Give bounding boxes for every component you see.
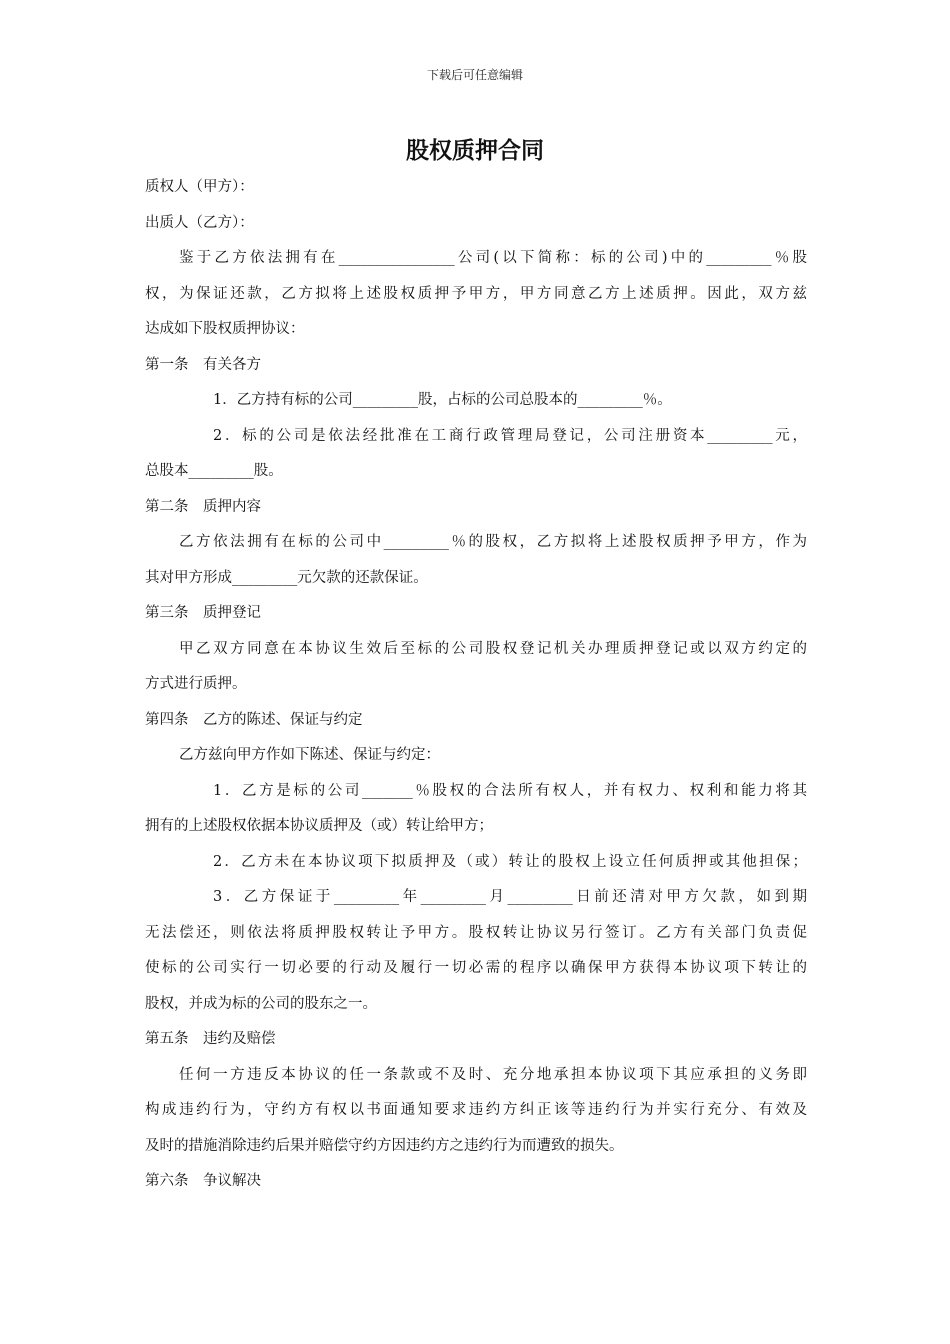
clause-line: 方式进行质押。 [145, 676, 247, 692]
clause-line: 股权，并成为标的公司的股东之一。 [145, 995, 377, 1012]
clause-line: 拥有的上述股权依据本协议质押及（或）转让给甲方； [145, 818, 493, 834]
clause-line: 2．标的公司是依法经批准在工商行政管理局登记，公司注册资本_________元， [213, 427, 807, 444]
clause-line: 2．乙方未在本协议项下拟质押及（或）转让的股权上设立任何质押或其他担保； [213, 853, 807, 870]
clause-line: 使标的公司实行一切必要的行动及履行一切必需的程序以确保甲方获得本协议项下转让的 [145, 960, 807, 976]
page-header: 下载后可任意编辑 [426, 68, 523, 82]
pledgee-line: 质权人（甲方）： [145, 179, 254, 195]
article-heading: 第一条 有关各方 [145, 356, 261, 373]
clause-line: 无法偿还，则依法将质押股权转让予甲方。股权转让协议另行签订。乙方有关部门负责促 [145, 924, 807, 941]
clause-line: 其对甲方形成_________元欠款的还款保证。 [145, 569, 428, 586]
clause-line: 甲乙双方同意在本协议生效后至标的公司股权登记机关办理质押登记或以双方约定的 [179, 640, 807, 657]
pledgor-line: 出质人（乙方）： [145, 214, 254, 231]
document-title: 股权质押合同 [406, 138, 544, 164]
document-body [145, 170, 807, 1200]
clause-line: 及时的措施消除违约后果并赔偿守约方因违约方之违约行为而遭致的损失。 [145, 1137, 624, 1154]
clause-line: 构成违约行为，守约方有权以书面通知要求违约方纠正该等违约行为并实行充分、有效及 [145, 1102, 807, 1118]
clause-line: 3．乙方保证于_________年_________月_________日前还清对甲方欠款，如到期 [213, 889, 807, 905]
preamble-line: 达成如下股权质押协议： [145, 321, 305, 337]
clause-line: 乙方兹向甲方作如下陈述、保证与约定： [179, 747, 440, 763]
preamble-line: 鉴于乙方依法拥有在________________公司(以下简称：标的公司)中的_________％股 [179, 250, 807, 266]
article-heading: 第二条 质押内容 [145, 498, 261, 515]
clause-line: 1．乙方是标的公司_______％股权的合法所有权人，并有权力、权利和能力将其 [213, 782, 807, 799]
clause-line: 1．乙方持有标的公司_________股，占标的公司总股本的_________％。 [213, 392, 672, 408]
article-heading: 第四条 乙方的陈述、保证与约定 [145, 711, 363, 728]
clause-line: 总股本_________股。 [145, 463, 283, 479]
article-heading: 第五条 违约及赔偿 [145, 1031, 276, 1047]
article-heading: 第六条 争议解决 [145, 1173, 261, 1189]
clause-line: 乙方依法拥有在标的公司中_________％的股权，乙方拟将上述股权质押予甲方，作为 [179, 534, 807, 550]
preamble-line: 权，为保证还款，乙方拟将上述股权质押予甲方，甲方同意乙方上述质押。因此，双方兹 [145, 285, 807, 302]
clause-line: 任何一方违反本协议的任一条款或不及时、充分地承担本协议项下其应承担的义务即 [179, 1066, 807, 1083]
article-heading: 第三条 质押登记 [145, 605, 261, 621]
